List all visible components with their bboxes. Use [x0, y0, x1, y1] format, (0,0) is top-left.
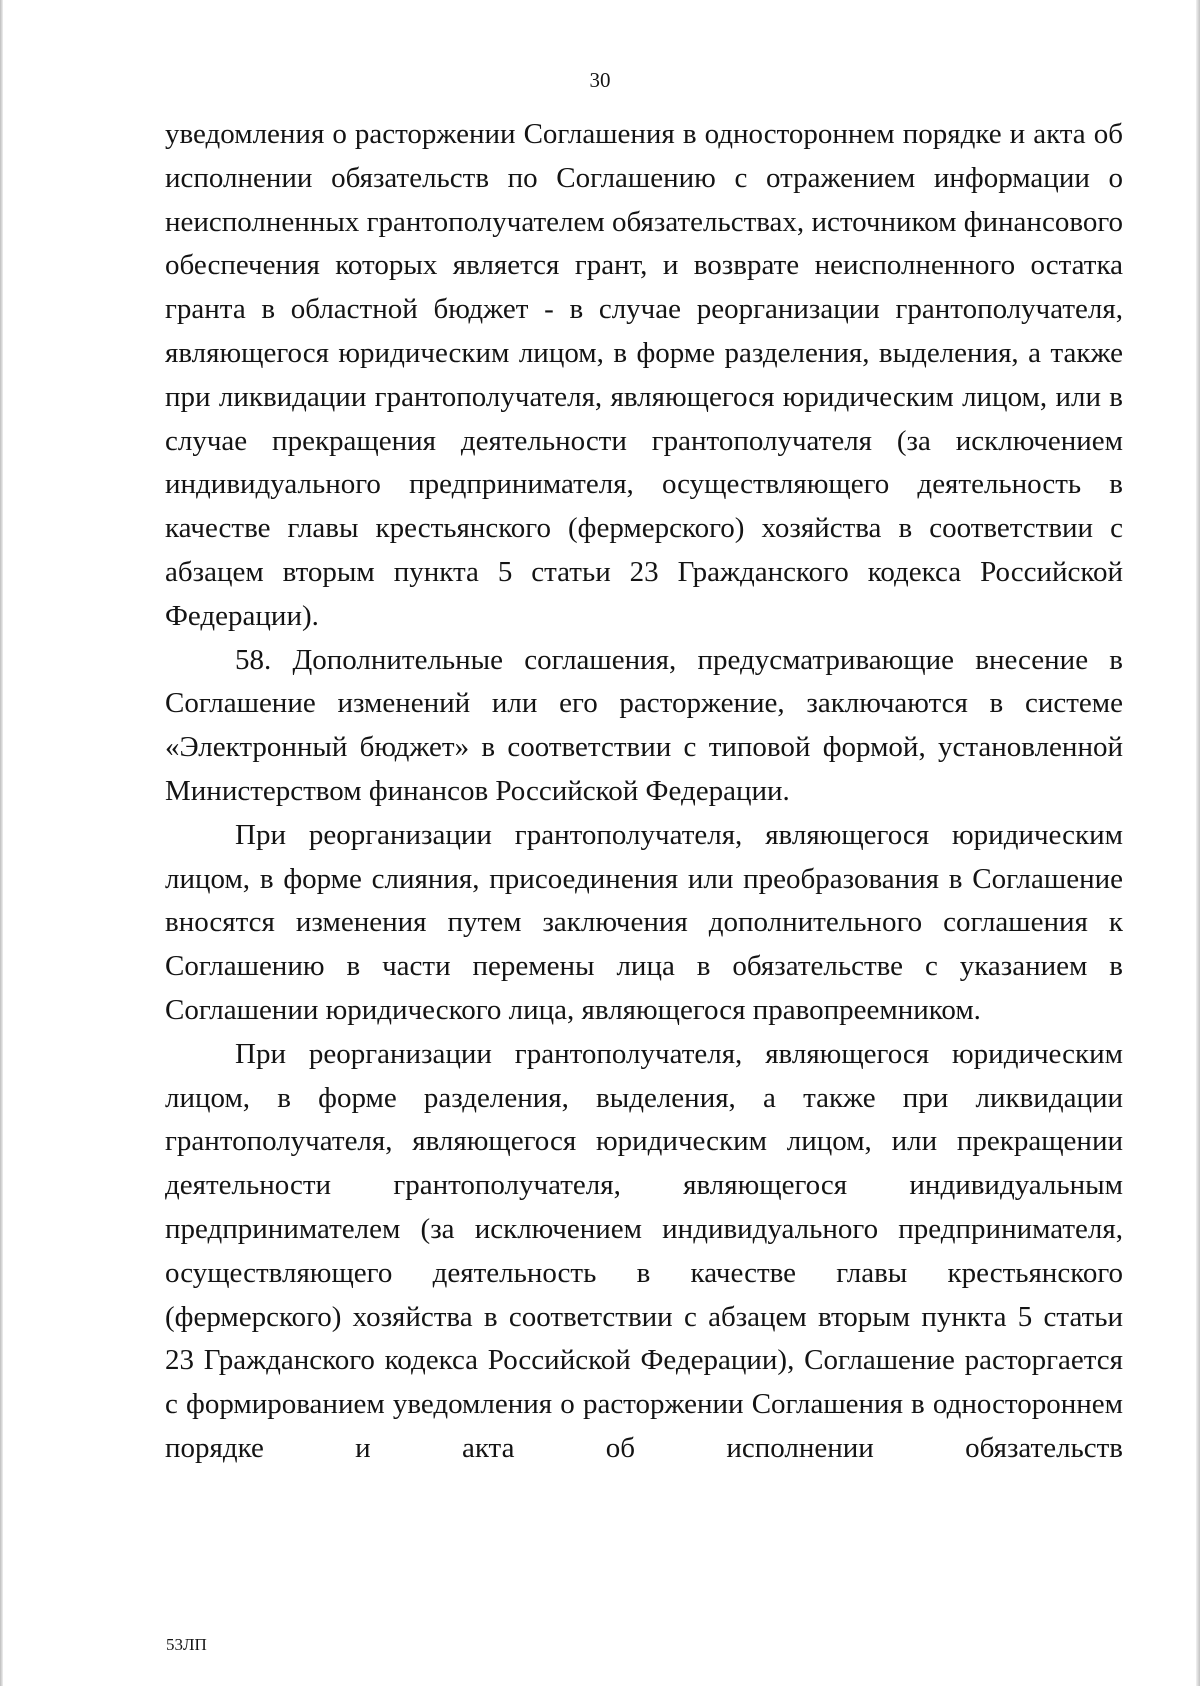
paragraph-reorganization-merger: При реорганизации грантополучателя, являющегося юридическим лицом, в форме слияния, присоединения или преобразования в Соглашение вносятся изменения путем заключения дополнительного соглашения к Соглашению в части перемены лица в обязательстве с указанием в Соглашении юридического лица, являющегося правопреемником.	[165, 818, 1123, 1026]
footer-document-code: 53ЛП	[166, 1635, 207, 1654]
paragraph-item-58: 58. Дополнительные соглашения, предусматривающие внесение в Соглашение изменений или его расторжение, заключаются в системе «Электронный бюджет» в соответствии с типовой формой, установленной Министерством финансов Российской Федерации.	[165, 643, 1123, 807]
document-body	[165, 113, 1123, 1471]
page-number: 30	[589, 68, 611, 92]
paragraph-continuation: уведомления о расторжении Соглашения в одностороннем порядке и акта об исполнении обязательств по Соглашению с отражением информации о неисполненных грантополучателем обязательствах, источником финансового обеспечения которых является грант, и возврате неисполненного остатка гранта в областной бюджет - в случае реорганизации грантополучателя, являющегося юридическим лицом, в форме разделения, выделения, а также при ликвидации грантополучателя, являющегося юридическим лицом, или в случае прекращения деятельности грантополучателя (за исключением индивидуального предпринимателя, осуществляющего деятельность в качестве главы крестьянского (фермерского) хозяйства в соответствии с абзацем вторым пункта 5 статьи 23 Гражданского кодекса Российской Федерации).	[165, 118, 1123, 632]
scan-edge-right	[1196, 0, 1200, 1686]
paragraph-reorganization-division: При реорганизации грантополучателя, являющегося юридическим лицом, в форме разделения, выделения, а также при ликвидации грантополучателя, являющегося юридическим лицом, или прекращении деятельности грантополучателя, являющегося индивидуальным предпринимателем (за исключением индивидуального предпринимателя, осуществляющего деятельность в качестве главы крестьянского (фермерского) хозяйства в соответствии с абзацем вторым пункта 5 статьи 23 Гражданского кодекса Российской Федерации), Соглашение расторгается с формированием уведомления о расторжении Соглашения в одностороннем порядке и акта об исполнении обязательств	[165, 1037, 1123, 1464]
scan-edge-left	[0, 0, 3, 1686]
